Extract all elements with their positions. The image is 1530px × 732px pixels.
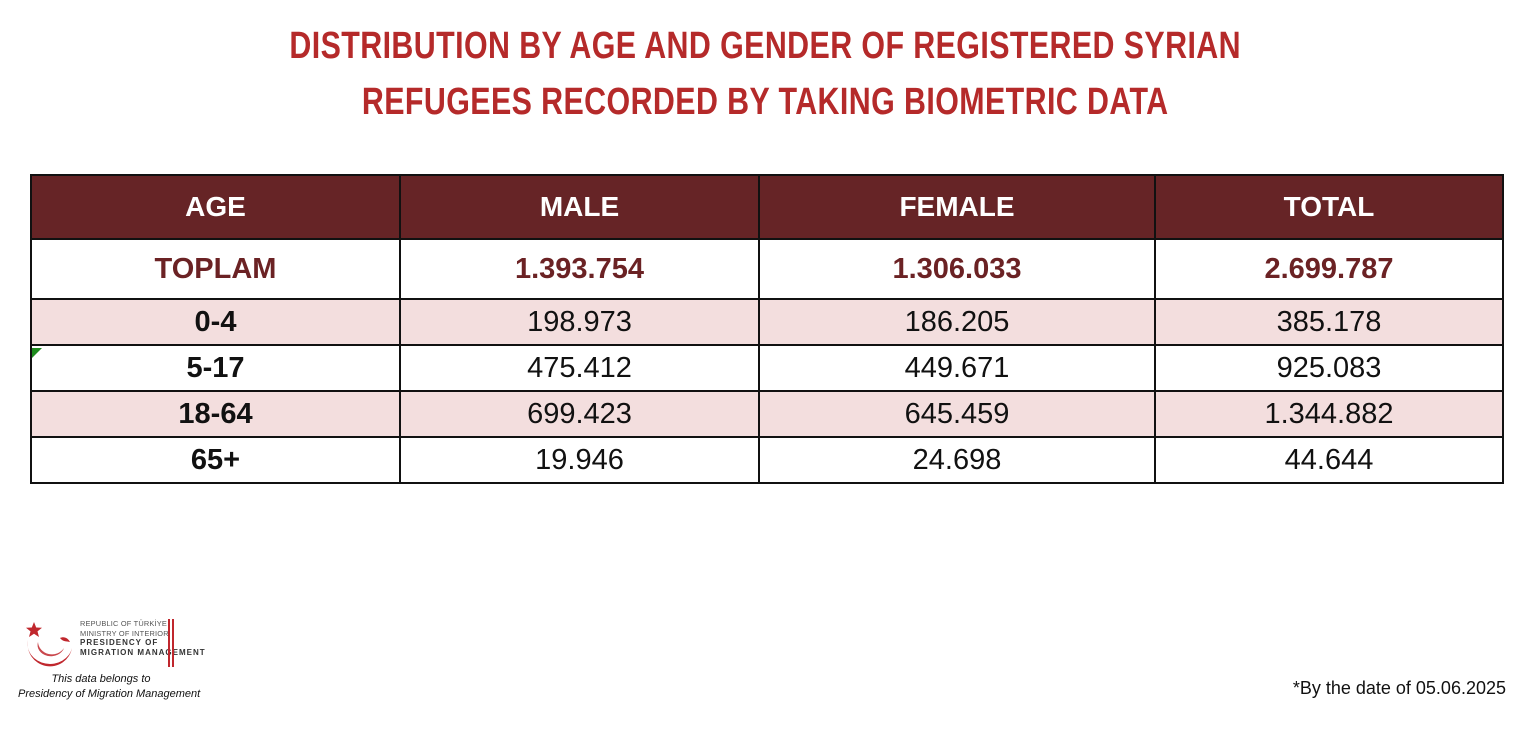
cell-comment-marker bbox=[32, 348, 42, 358]
female-cell: 645.459 bbox=[759, 391, 1155, 437]
source-note-line-2: Presidency of Migration Management bbox=[18, 688, 201, 700]
source-note-line-1: This data belongs to bbox=[51, 673, 151, 685]
header-total: TOTAL bbox=[1155, 175, 1503, 239]
total-row bbox=[31, 239, 1503, 299]
logo-line-4: MIGRATION MANAGEMENT bbox=[80, 647, 206, 657]
logo-line-1: REPUBLIC OF TÜRKİYE bbox=[80, 619, 168, 628]
male-cell: 699.423 bbox=[400, 391, 759, 437]
female-cell: 24.698 bbox=[759, 437, 1155, 483]
male-cell: 198.973 bbox=[400, 299, 759, 345]
total-total: 2.699.787 bbox=[1155, 239, 1503, 299]
table-row bbox=[31, 345, 1503, 391]
female-cell: 186.205 bbox=[759, 299, 1155, 345]
table-header-row bbox=[31, 175, 1503, 239]
date-note: *By the date of 05.06.2025 bbox=[1292, 678, 1506, 698]
male-cell: 19.946 bbox=[400, 437, 759, 483]
title-line-1: DISTRIBUTION BY AGE AND GENDER OF REGISTERED SYRIAN bbox=[289, 25, 1242, 67]
table-row bbox=[31, 437, 1503, 483]
total-label: TOPLAM bbox=[31, 239, 400, 299]
header-age: AGE bbox=[31, 175, 400, 239]
table-row bbox=[31, 299, 1503, 345]
age-gender-table bbox=[30, 174, 1504, 484]
table-row bbox=[31, 391, 1503, 437]
logo-line-2: MINISTRY OF INTERIOR bbox=[80, 628, 169, 638]
male-cell: 475.412 bbox=[400, 345, 759, 391]
title-line-2: REFUGEES RECORDED BY TAKING BIOMETRIC DATA bbox=[361, 81, 1169, 123]
header-male: MALE bbox=[400, 175, 759, 239]
logo-line-3: PRESIDENCY OF bbox=[80, 638, 159, 648]
page-title bbox=[153, 18, 1377, 130]
total-cell: 1.344.882 bbox=[1155, 391, 1503, 437]
total-male: 1.393.754 bbox=[400, 239, 759, 299]
logo-divider bbox=[168, 619, 174, 667]
age-cell: 0-4 bbox=[31, 299, 400, 345]
total-cell: 385.178 bbox=[1155, 299, 1503, 345]
header-female: FEMALE bbox=[759, 175, 1155, 239]
total-female: 1.306.033 bbox=[759, 239, 1155, 299]
age-cell: 5-17 bbox=[31, 345, 400, 391]
source-note bbox=[18, 672, 201, 702]
age-cell: 65+ bbox=[31, 437, 400, 483]
age-cell: 18-64 bbox=[31, 391, 400, 437]
ministry-logo bbox=[24, 618, 206, 678]
female-cell: 449.671 bbox=[759, 345, 1155, 391]
crescent-star-emblem-icon bbox=[24, 618, 76, 668]
total-cell: 44.644 bbox=[1155, 437, 1503, 483]
total-cell: 925.083 bbox=[1155, 345, 1503, 391]
